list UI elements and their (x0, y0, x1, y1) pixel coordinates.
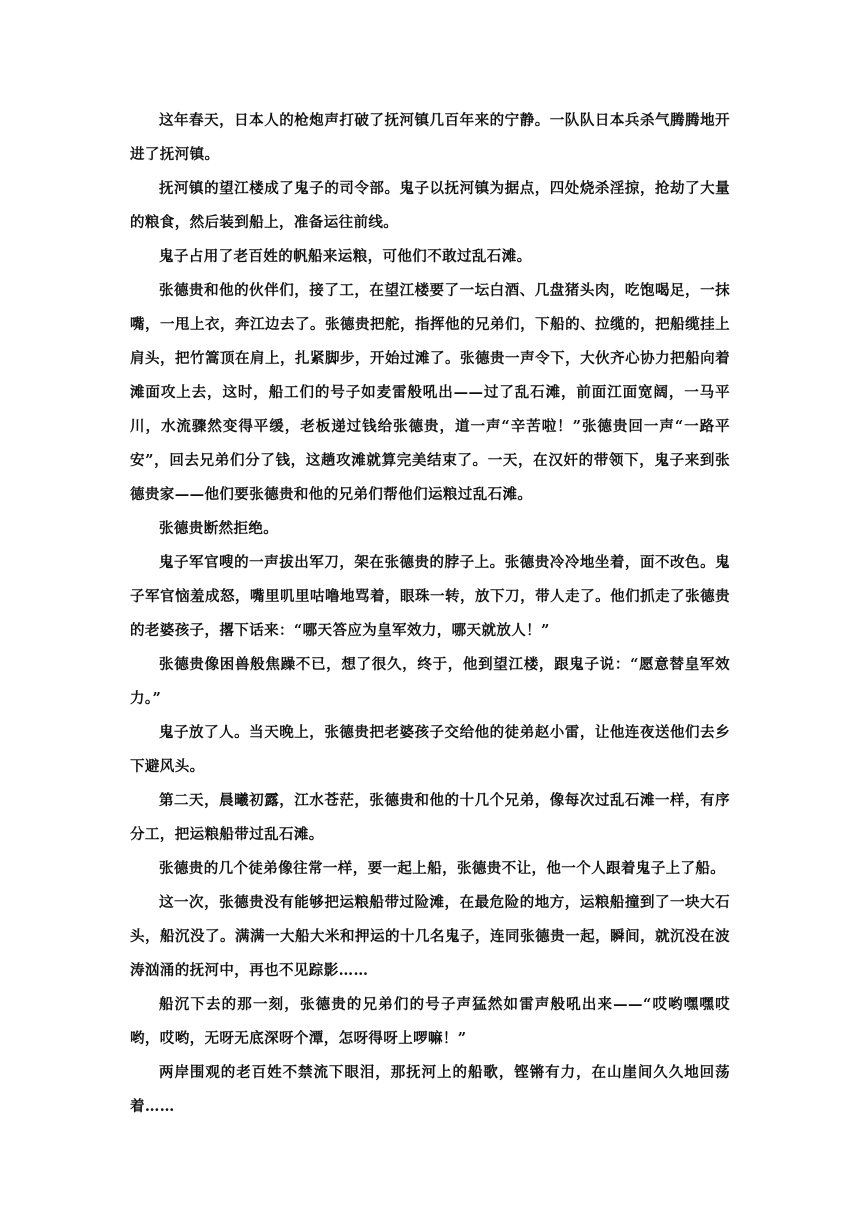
paragraph-2: 抚河镇的望江楼成了鬼子的司令部。鬼子以抚河镇为据点，四处烧杀淫掠，抢劫了大量的粮食，然后装到船上，准备运往前线。 (130, 180, 730, 231)
paragraph-9: 第二天，晨曦初露，江水苍茫，张德贵和他的十几个兄弟，像每次过乱石滩一样，有序分工，把运粮船带过乱石滩。 (130, 792, 730, 843)
paragraph-4: 张德贵和他的伙伴们，接了工，在望江楼要了一坛白酒、几盘猪头肉，吃饱喝足，一抹嘴，一甩上衣，奔江边去了。张德贵把舵，指挥他的兄弟们，下船的、拉缆的，把船缆挂上肩头，把竹篙顶在肩上，扎紧脚步，开始过滩了。张德贵一声令下，大伙齐心协力把船向着滩面攻上去，这时，船工们的号子如麦雷般吼出——过了乱石滩，前面江面宽阔，一马平川，水流骤然变得平缓，老板递过钱给张德贵，道一声“辛苦啦！”张德贵回一声“一路平安”，回去兄弟们分了钱，这趟攻滩就算完美结束了。一天，在汉奸的带领下，鬼子来到张德贵家——他们要张德贵和他的兄弟们帮他们运粮过乱石滩。 (130, 282, 730, 503)
paragraph-3: 鬼子占用了老百姓的帆船来运粮，可他们不敢过乱石滩。 (159, 248, 532, 265)
paragraph-8: 鬼子放了人。当天晚上，张德贵把老婆孩子交给他的徒弟赵小雷，让他连夜送他们去乡下避风头。 (130, 724, 730, 775)
paragraph-5: 张德贵断然拒绝。 (159, 520, 279, 537)
document-body (130, 104, 730, 1124)
paragraph-12: 船沉下去的那一刻，张德贵的兄弟们的号子声猛然如雷声般吼出来——“哎哟嘿嘿哎哟，哎哟，无呀无底深呀个潭，怎呀得呀上啰嘛！” (130, 996, 730, 1047)
paragraph-11: 这一次，张德贵没有能够把运粮船带过险滩，在最危险的地方，运粮船撞到了一块大石头，船沉没了。满满一大船大米和押运的十几名鬼子，连同张德贵一起，瞬间，就沉没在波涛汹涌的抚河中，再也不见踪影…… (130, 894, 730, 979)
paragraph-13: 两岸围观的老百姓不禁流下眼泪，那抚河上的船歌，铿锵有力，在山崖间久久地回荡着…… (130, 1064, 730, 1115)
paragraph-6: 鬼子军官嗖的一声拔出军刀，架在张德贵的脖子上。张德贵冷冷地坐着，面不改色。鬼子军官恼羞成怒，嘴里叽里咕噜地骂着，眼珠一转，放下刀，带人走了。他们抓走了张德贵的老婆孩子，撂下话来：“哪天答应为皇军效力，哪天就放人！” (130, 554, 730, 639)
paragraph-7: 张德贵像困兽般焦躁不已，想了很久，终于，他到望江楼，跟鬼子说：“愿意替皇军效力。” (130, 656, 730, 707)
paragraph-10: 张德贵的几个徒弟像往常一样，要一起上船，张德贵不让，他一个人跟着鬼子上了船。 (159, 860, 726, 877)
paragraph-1: 这年春天，日本人的枪炮声打破了抚河镇几百年来的宁静。一队队日本兵杀气腾腾地开进了抚河镇。 (130, 112, 730, 163)
